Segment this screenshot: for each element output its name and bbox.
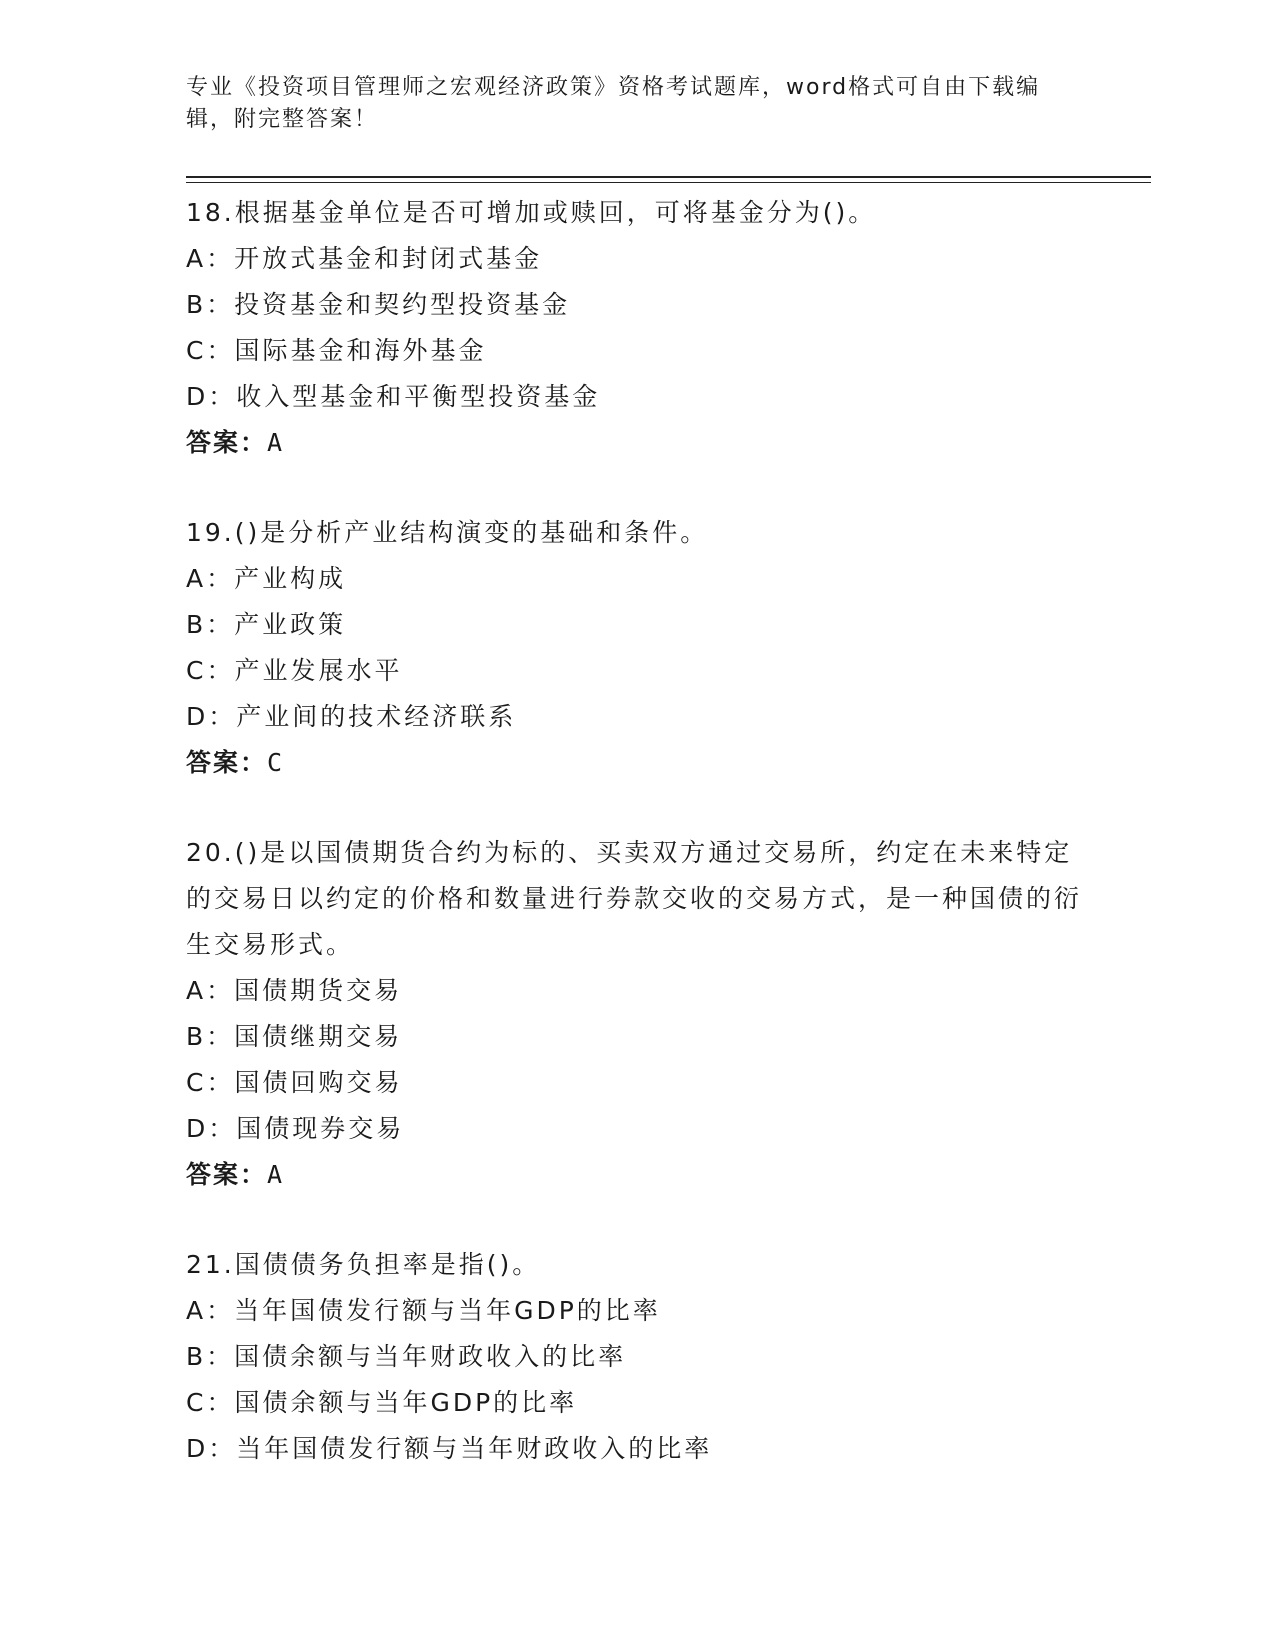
option-a: A：当年国债发行额与当年GDP的比率 xyxy=(186,1296,661,1325)
question-stem: 20.()是以国债期货合约为标的、买卖双方通过交易所，约定在未来特定的交易日以约定的价格和数量进行券款交收的交易方式，是一种国债的衍生交易形式。 xyxy=(186,838,1083,959)
question-18 xyxy=(186,190,1086,466)
option-d: D：国债现券交易 xyxy=(186,1114,405,1143)
question-stem: 21.国债债务负担率是指()。 xyxy=(186,1250,541,1279)
question-stem: 18.根据基金单位是否可增加或赎回，可将基金分为()。 xyxy=(186,198,877,227)
answer-line xyxy=(186,420,1086,466)
answer-line xyxy=(186,1152,1086,1198)
document-header: 专业《投资项目管理师之宏观经济政策》资格考试题库，word格式可自由下载编辑，附完整答案！ xyxy=(186,75,1041,132)
answer-label: 答案： xyxy=(186,428,268,457)
option-a: A：国债期货交易 xyxy=(186,976,403,1005)
option-b: B：投资基金和契约型投资基金 xyxy=(186,290,571,319)
option-d: D：收入型基金和平衡型投资基金 xyxy=(186,382,601,411)
question-21 xyxy=(186,1242,1086,1472)
option-d: D：当年国债发行额与当年财政收入的比率 xyxy=(186,1434,713,1463)
question-list xyxy=(186,190,1086,1516)
option-a: A：产业构成 xyxy=(186,564,347,593)
option-c: C：产业发展水平 xyxy=(186,656,403,685)
question-20 xyxy=(186,830,1086,1198)
question-19 xyxy=(186,510,1086,786)
question-stem: 19.()是分析产业结构演变的基础和条件。 xyxy=(186,518,709,547)
option-c: C：国债回购交易 xyxy=(186,1068,403,1097)
option-a: A：开放式基金和封闭式基金 xyxy=(186,244,543,273)
answer-line xyxy=(186,740,1086,786)
option-c: C：国债余额与当年GDP的比率 xyxy=(186,1388,578,1417)
answer-value: C xyxy=(267,748,285,777)
header-divider-thick xyxy=(186,176,1151,178)
header-divider-thin xyxy=(186,182,1151,183)
answer-label: 答案： xyxy=(186,1160,268,1189)
option-b: B：产业政策 xyxy=(186,610,347,639)
answer-value: A xyxy=(267,428,285,457)
option-b: B：国债继期交易 xyxy=(186,1022,403,1051)
option-c: C：国际基金和海外基金 xyxy=(186,336,487,365)
answer-value: A xyxy=(267,1160,285,1189)
answer-label: 答案： xyxy=(186,748,268,777)
option-d: D：产业间的技术经济联系 xyxy=(186,702,517,731)
option-b: B：国债余额与当年财政收入的比率 xyxy=(186,1342,627,1371)
